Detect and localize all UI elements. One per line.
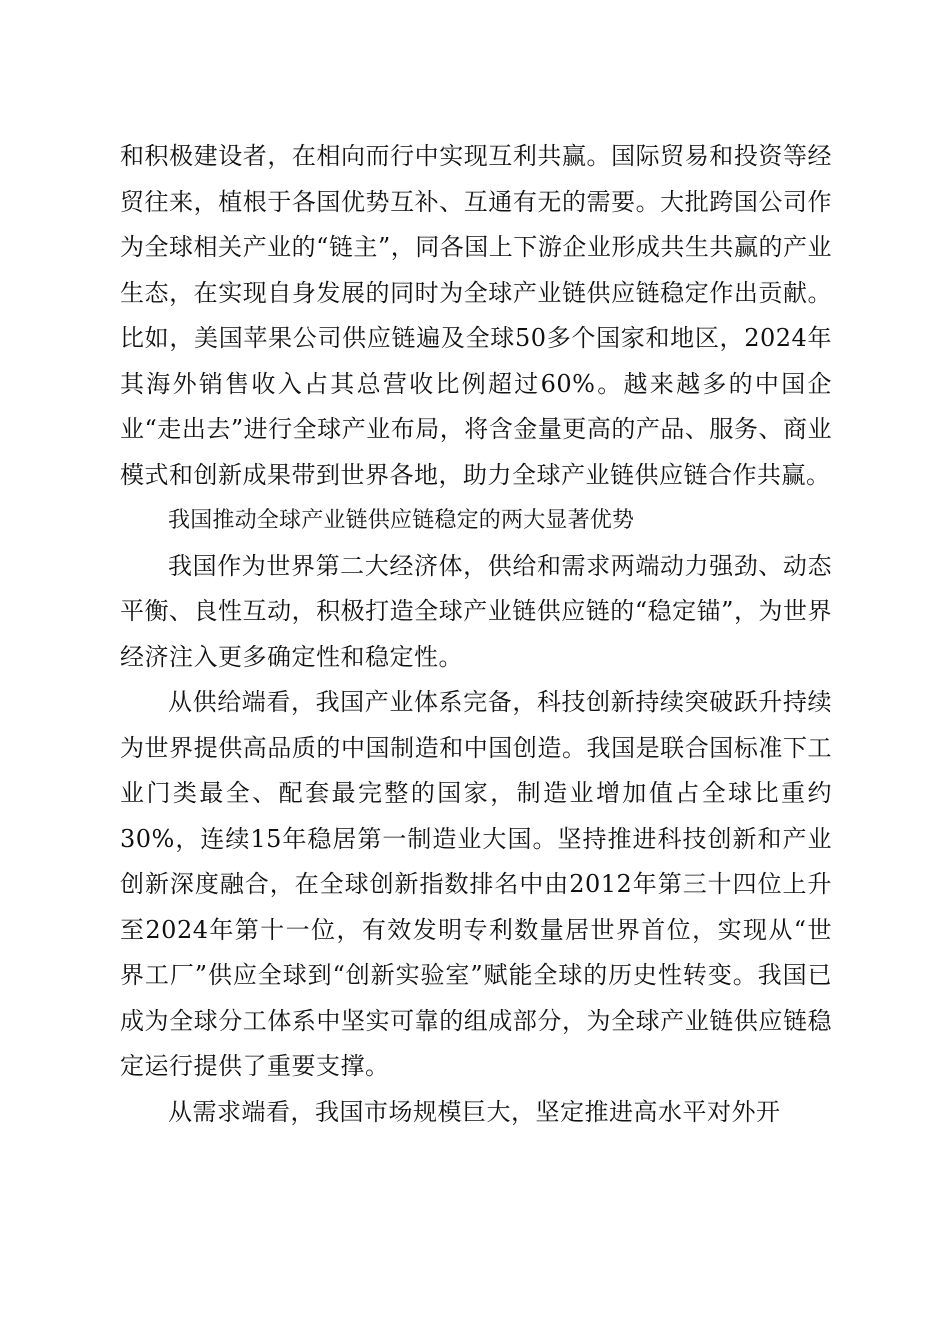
paragraph-supply-side: 从供给端看，我国产业体系完备，科技创新持续突破跃升持续为世界提供高品质的中国制造和中国创造。我国是联合国标准下工业门类最全、配套最完整的国家，制造业增加值占全球比重约30%，连续15年稳居第一制造业大国。坚持推进科技创新和产业创新深度融合，在全球创新指数排名中由2012年第三十四位上升至2024年第十一位，有效发明专利数量居世界首位，实现从“世界工厂”供应全球到“创新实验室”赋能全球的历史性转变。我国已成为全球分工体系中坚实可靠的组成部分，为全球产业链供应链稳定运行提供了重要支撑。 — [120, 688, 832, 1080]
section-heading: 我国推动全球产业链供应链稳定的两大显著优势 — [168, 508, 635, 533]
paragraph-continuation: 和积极建设者，在相向而行中实现互利共赢。国际贸易和投资等经贸往来，植根于各国优势互补、互通有无的需要。大批跨国公司作为全球相关产业的“链主”，同各国上下游企业形成共生共赢的产业生态，在实现自身发展的同时为全球产业链供应链稳定作出贡献。比如，美国苹果公司供应链遍及全球50多个国家和地区，2024年其海外销售收入占其总营收比例超过60%。越来越多的中国企业“走出去”进行全球产业布局，将含金量更高的产品、服务、商业模式和创新成果带到世界各地，助力全球产业链供应链合作共赢。 — [120, 142, 832, 489]
paragraph-intro: 我国作为世界第二大经济体，供给和需求两端动力强劲、动态平衡、良性互动，积极打造全球产业链供应链的“稳定锚”，为世界经济注入更多确定性和稳定性。 — [120, 551, 832, 671]
paragraph-demand-side: 从需求端看，我国市场规模巨大，坚定推进高水平对外开 — [168, 1097, 781, 1126]
body-text — [120, 134, 832, 1135]
